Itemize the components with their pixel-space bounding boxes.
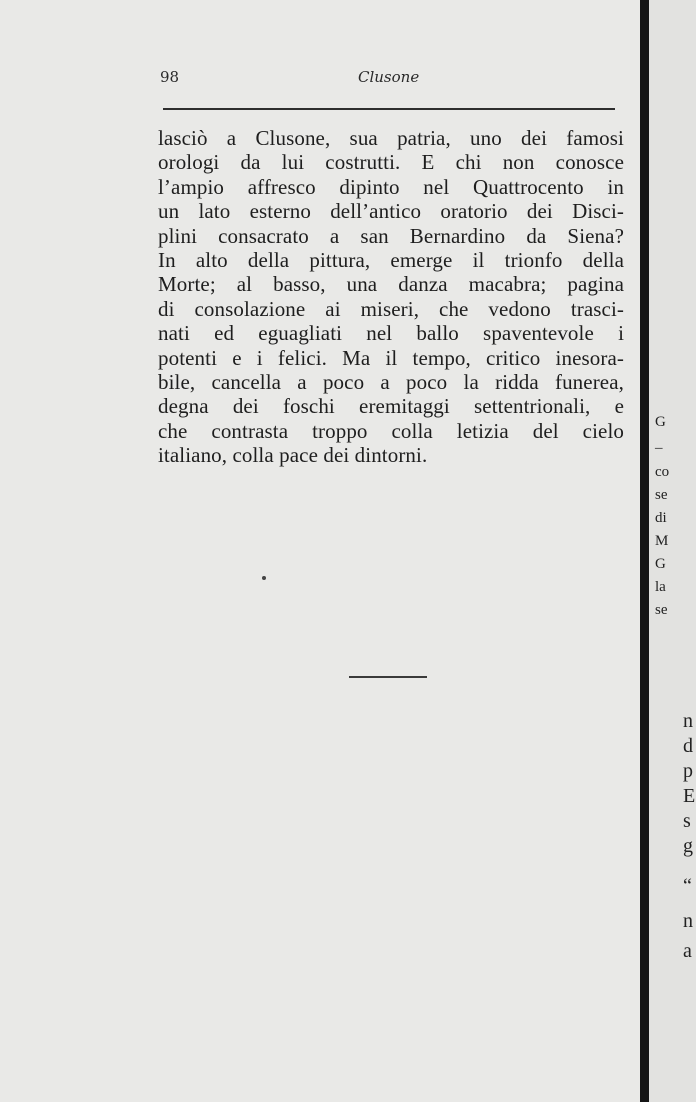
facing-page-fragment: d [683,735,693,757]
text-line: orologi da lui costrutti. E chi non conosce [158,150,624,175]
facing-page-edge [649,0,696,1102]
text-line: di consolazione ai miseri, che vedono trasci- [158,296,624,321]
facing-page-fragment: g [683,835,693,857]
text-line: plini consacrato a san Bernardino da Siena? [158,223,624,248]
facing-page-fragment: n [683,910,693,932]
running-header [160,68,616,94]
facing-page-fragment: co [655,464,670,480]
facing-page-fragment: “ [683,875,692,897]
facing-page-fragment: n [683,710,693,732]
text-line: Morte; al basso, una danza macabra; pagina [158,272,624,297]
text-line: un lato esterno dell’antico oratorio dei Disci- [158,199,624,224]
text-line: In alto della pittura, emerge il trionfo della [158,247,624,272]
running-title: Clusone [358,68,420,86]
text-line: bile, cancella a poco a poco la ridda funerea, [158,369,624,394]
facing-page-fragment: s [683,810,691,832]
text-line: che contrasta troppo colla letizia del cielo [158,418,624,443]
facing-page-fragment: p [683,760,693,782]
text-line: nati ed eguagliati nel ballo spaventevole i [158,321,624,346]
text-line: degna dei foschi eremitaggi settentrionali, e [158,394,624,419]
section-end-rule [349,676,427,678]
facing-page-fragment: se [655,487,668,503]
book-gutter [640,0,649,1102]
facing-page-fragment: di [655,510,667,526]
text-line: l’ampio affresco dipinto nel Quattrocento in [158,174,624,199]
facing-page-fragment: la [655,579,666,595]
text-line: lasciò a Clusone, sua patria, uno dei famosi [158,126,624,150]
header-rule [163,108,615,110]
facing-page-fragment: G [655,556,666,572]
facing-page-fragment: a [683,940,692,962]
facing-page-fragment: E [683,785,696,807]
text-line: potenti e i felici. Ma il tempo, critico inesora- [158,345,624,370]
body-paragraph [158,126,624,467]
facing-page-fragment: M [655,533,669,549]
page-number: 98 [160,68,180,86]
facing-page-fragment: se [655,602,668,618]
print-speck [262,576,266,580]
text-line: italiano, colla pace dei dintorni. [158,443,428,468]
facing-page-fragment: – [655,440,663,456]
facing-page-fragment: G [655,414,666,430]
